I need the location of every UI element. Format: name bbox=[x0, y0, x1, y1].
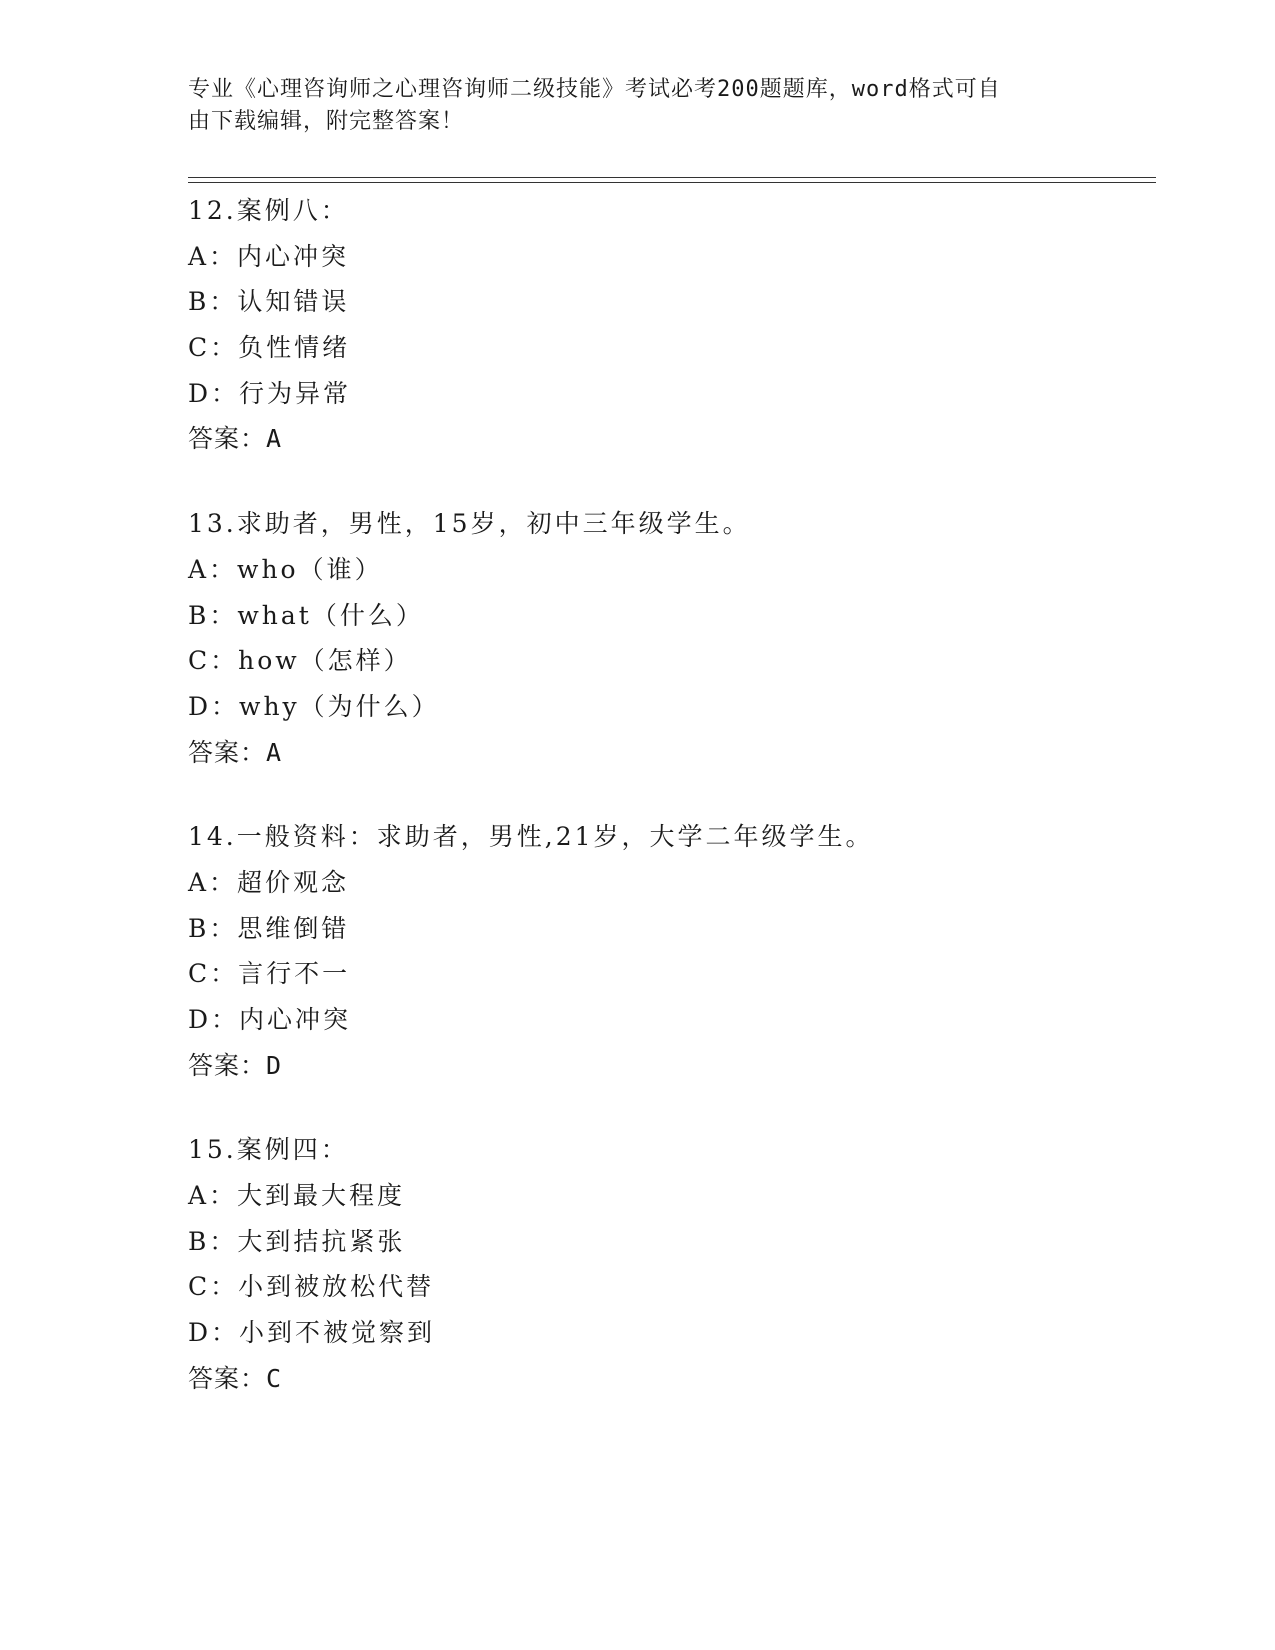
question-stem: 14.一般资料：求助者，男性,21岁，大学二年级学生。 bbox=[188, 822, 874, 852]
answer-value: C bbox=[266, 1363, 283, 1393]
answer-line bbox=[188, 416, 1156, 462]
option-c: C：言行不一 bbox=[188, 959, 351, 989]
option-b: B：what（什么） bbox=[188, 600, 424, 630]
document-header bbox=[188, 74, 1068, 138]
option-c: C：小到被放松代替 bbox=[188, 1272, 435, 1302]
option-d: D：行为异常 bbox=[188, 378, 352, 408]
option-a: A：大到最大程度 bbox=[188, 1181, 406, 1211]
answer-value: D bbox=[266, 1050, 283, 1080]
question-stem: 12.案例八： bbox=[188, 196, 349, 225]
option-a: A：超价观念 bbox=[188, 867, 350, 897]
option-d: D：why（为什么） bbox=[188, 691, 440, 721]
answer-label: 答案： bbox=[188, 424, 267, 454]
answer-line bbox=[188, 1356, 1156, 1402]
header-divider-bottom bbox=[188, 182, 1156, 183]
option-d: D：内心冲突 bbox=[188, 1005, 352, 1034]
answer-label: 答案： bbox=[188, 1050, 267, 1080]
option-d: D：小到不被觉察到 bbox=[188, 1318, 436, 1348]
option-b: B：认知错误 bbox=[188, 287, 350, 317]
header-divider-top bbox=[188, 177, 1156, 178]
answer-label: 答案： bbox=[188, 737, 267, 767]
question-13 bbox=[188, 501, 1156, 775]
question-14 bbox=[188, 814, 1156, 1088]
option-c: C：负性情绪 bbox=[188, 333, 351, 363]
option-b: B：思维倒错 bbox=[188, 913, 350, 943]
question-15 bbox=[188, 1127, 1156, 1401]
answer-value: A bbox=[266, 737, 283, 767]
question-list bbox=[188, 188, 1156, 1441]
answer-value: A bbox=[266, 424, 283, 454]
answer-line bbox=[188, 730, 1156, 776]
question-12 bbox=[188, 188, 1156, 462]
option-c: C：how（怎样） bbox=[188, 646, 412, 676]
answer-line bbox=[188, 1043, 1156, 1089]
header-line-2: 由下载编辑，附完整答案！ bbox=[188, 109, 465, 134]
question-stem: 13.求助者，男性，15岁，初中三年级学生。 bbox=[188, 509, 751, 539]
header-line-1: 专业《心理咨询师之心理咨询师二级技能》考试必考200题题库，word格式可自 bbox=[188, 77, 1001, 102]
option-a: A：内心冲突 bbox=[188, 241, 350, 271]
answer-label: 答案： bbox=[188, 1363, 267, 1393]
option-a: A：who（谁） bbox=[188, 554, 383, 584]
option-b: B：大到拮抗紧张 bbox=[188, 1226, 406, 1256]
question-stem: 15.案例四： bbox=[188, 1135, 349, 1165]
